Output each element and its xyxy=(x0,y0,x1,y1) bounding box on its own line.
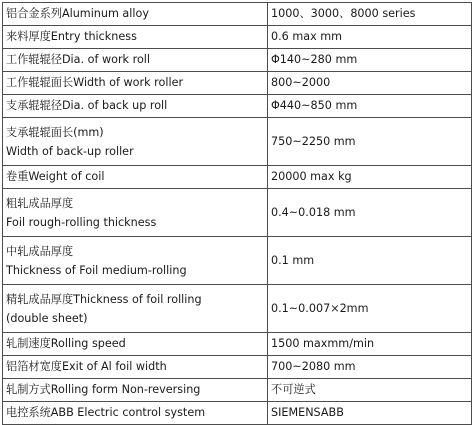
parameter-label: 工作辊辊径Dia. of work roll xyxy=(6,53,151,66)
parameter-label: Foil rough-rolling thickness xyxy=(6,215,157,229)
parameter-label: 支承辊辊面长(mm) xyxy=(6,125,104,139)
parameter-label: 精轧成品厚度Thickness of foil rolling xyxy=(6,292,202,306)
parameter-label: Width of back-up roller xyxy=(6,144,134,158)
value-cell: 不可逆式 xyxy=(268,379,472,402)
value-cell: 1000、3000、8000 series xyxy=(268,3,472,26)
value-cell: SIEMENSABB xyxy=(268,402,472,425)
value-cell: 0.1~0.007×2mm xyxy=(268,285,472,333)
parameter-label: Thickness of Foil medium-rolling xyxy=(6,263,187,277)
value-cell: Φ440~850 mm xyxy=(268,95,472,118)
parameter-cell xyxy=(3,285,268,333)
spec-table-body xyxy=(3,3,472,425)
table-row xyxy=(3,3,472,26)
table-row xyxy=(3,379,472,402)
table-row xyxy=(3,26,472,49)
parameter-label: 轧制方式Rolling form Non-reversing xyxy=(6,383,201,396)
table-row xyxy=(3,333,472,356)
value-cell: 20000 max kg xyxy=(268,166,472,189)
parameter-cell xyxy=(3,356,268,379)
parameter-cell xyxy=(3,118,268,166)
parameter-label: 粗轧成品厚度 xyxy=(6,196,74,210)
value-cell: 700~2080 mm xyxy=(268,356,472,379)
parameter-cell xyxy=(3,26,268,49)
parameter-cell xyxy=(3,333,268,356)
parameter-cell xyxy=(3,3,268,26)
table-row xyxy=(3,189,472,237)
parameter-cell xyxy=(3,49,268,72)
parameter-cell xyxy=(3,237,268,285)
value-cell: Φ140~280 mm xyxy=(268,49,472,72)
parameter-label: 铝箔材宽度Exit of Al foil width xyxy=(6,360,167,373)
value-cell: 0.4~0.018 mm xyxy=(268,189,472,237)
value-cell: 0.1 mm xyxy=(268,237,472,285)
parameter-label: 铝合金系列Aluminum alloy xyxy=(6,7,149,20)
table-row xyxy=(3,72,472,95)
table-row xyxy=(3,402,472,425)
table-row xyxy=(3,49,472,72)
table-row xyxy=(3,285,472,333)
spec-sheet xyxy=(2,2,468,419)
parameter-label: 支承辊辊径Dia. of back up roll xyxy=(6,99,168,112)
spec-table xyxy=(2,2,472,425)
parameter-cell xyxy=(3,72,268,95)
parameter-cell xyxy=(3,95,268,118)
parameter-cell xyxy=(3,402,268,425)
parameter-label: 电控系统ABB Electric control system xyxy=(6,406,206,419)
parameter-label: 卷重Weight of coil xyxy=(6,170,105,183)
parameter-label: 来料厚度Entry thickness xyxy=(6,30,137,43)
parameter-cell xyxy=(3,379,268,402)
parameter-label: 工作辊辊面长Width of work roller xyxy=(6,76,184,89)
table-row xyxy=(3,95,472,118)
value-cell: 800~2000 xyxy=(268,72,472,95)
table-row xyxy=(3,356,472,379)
value-cell: 1500 maxmm/min xyxy=(268,333,472,356)
value-cell: 750~2250 mm xyxy=(268,118,472,166)
parameter-label: 中轧成品厚度 xyxy=(6,244,74,258)
parameter-label: 轧制速度Rolling speed xyxy=(6,337,126,350)
parameter-label: (double sheet) xyxy=(6,311,88,325)
table-row xyxy=(3,166,472,189)
value-cell: 0.6 max mm xyxy=(268,26,472,49)
parameter-cell xyxy=(3,166,268,189)
parameter-cell xyxy=(3,189,268,237)
table-row xyxy=(3,237,472,285)
table-row xyxy=(3,118,472,166)
